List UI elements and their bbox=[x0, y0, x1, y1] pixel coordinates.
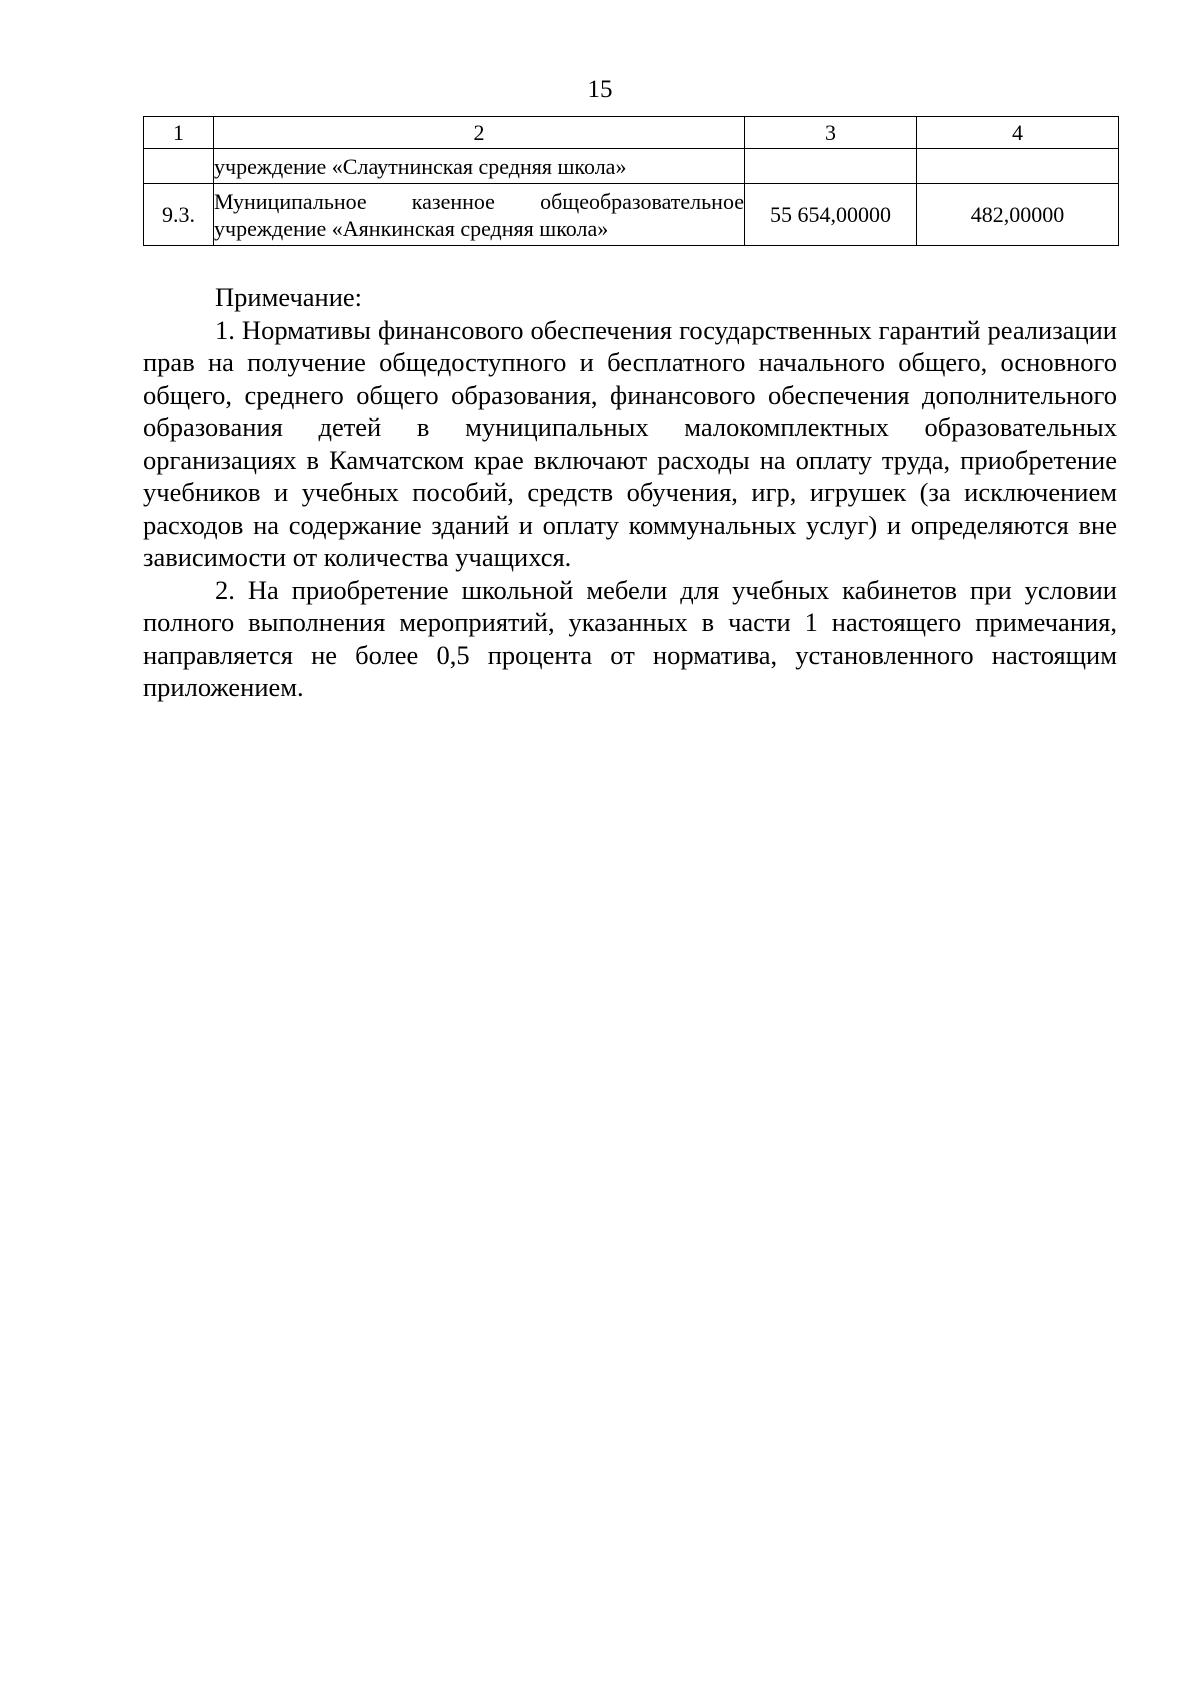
institution-name-cell: учреждение «Слаутнинская средняя школа» bbox=[214, 149, 745, 184]
value-cell: 55 654,00000 bbox=[745, 184, 917, 246]
value-cell: 482,00000 bbox=[917, 184, 1119, 246]
table-header-cell: 1 bbox=[144, 117, 214, 149]
table-header-cell: 3 bbox=[745, 117, 917, 149]
note-section bbox=[143, 281, 1117, 704]
value-cell bbox=[917, 149, 1119, 184]
table-header-cell: 4 bbox=[917, 117, 1119, 149]
table-header-cell: 2 bbox=[214, 117, 745, 149]
value-cell bbox=[745, 149, 917, 184]
table-row bbox=[144, 184, 1119, 246]
note-item: 2. На приобретение школьной мебели для учебных кабинетов при условии полного выполнения мероприятий, указанных в части 1 настоящего примечания, направляется не более 0,5 процента от норматива, установленного настоящим приложением. bbox=[143, 574, 1117, 702]
row-number-cell: 9.3. bbox=[144, 184, 214, 246]
funding-table bbox=[143, 116, 1119, 246]
row-number-cell bbox=[144, 149, 214, 184]
note-item: 1. Нормативы финансового обеспечения государственных гарантий реализации прав на получение общедоступного и бесплатного начального общего, основного общего, среднего общего образования, финансового обеспечения дополнительного образования детей в муниципальных малокомплектных образовательных организациях в Камчатском крае включают расходы на оплату труда, приобретение учебников и учебных пособий, средств обучения, игр, игрушек (за исключением расходов на содержание зданий и оплату коммунальных услуг) и определяются вне зависимости от количества учащихся. bbox=[143, 314, 1117, 572]
table-row bbox=[144, 149, 1119, 184]
table-header-row bbox=[144, 117, 1119, 149]
page-number: 15 bbox=[587, 76, 613, 103]
note-title: Примечание: bbox=[215, 282, 363, 312]
institution-name-cell: Муниципальное казенное общеобразовательное учреждение «Аянкинская средняя школа» bbox=[214, 184, 745, 246]
